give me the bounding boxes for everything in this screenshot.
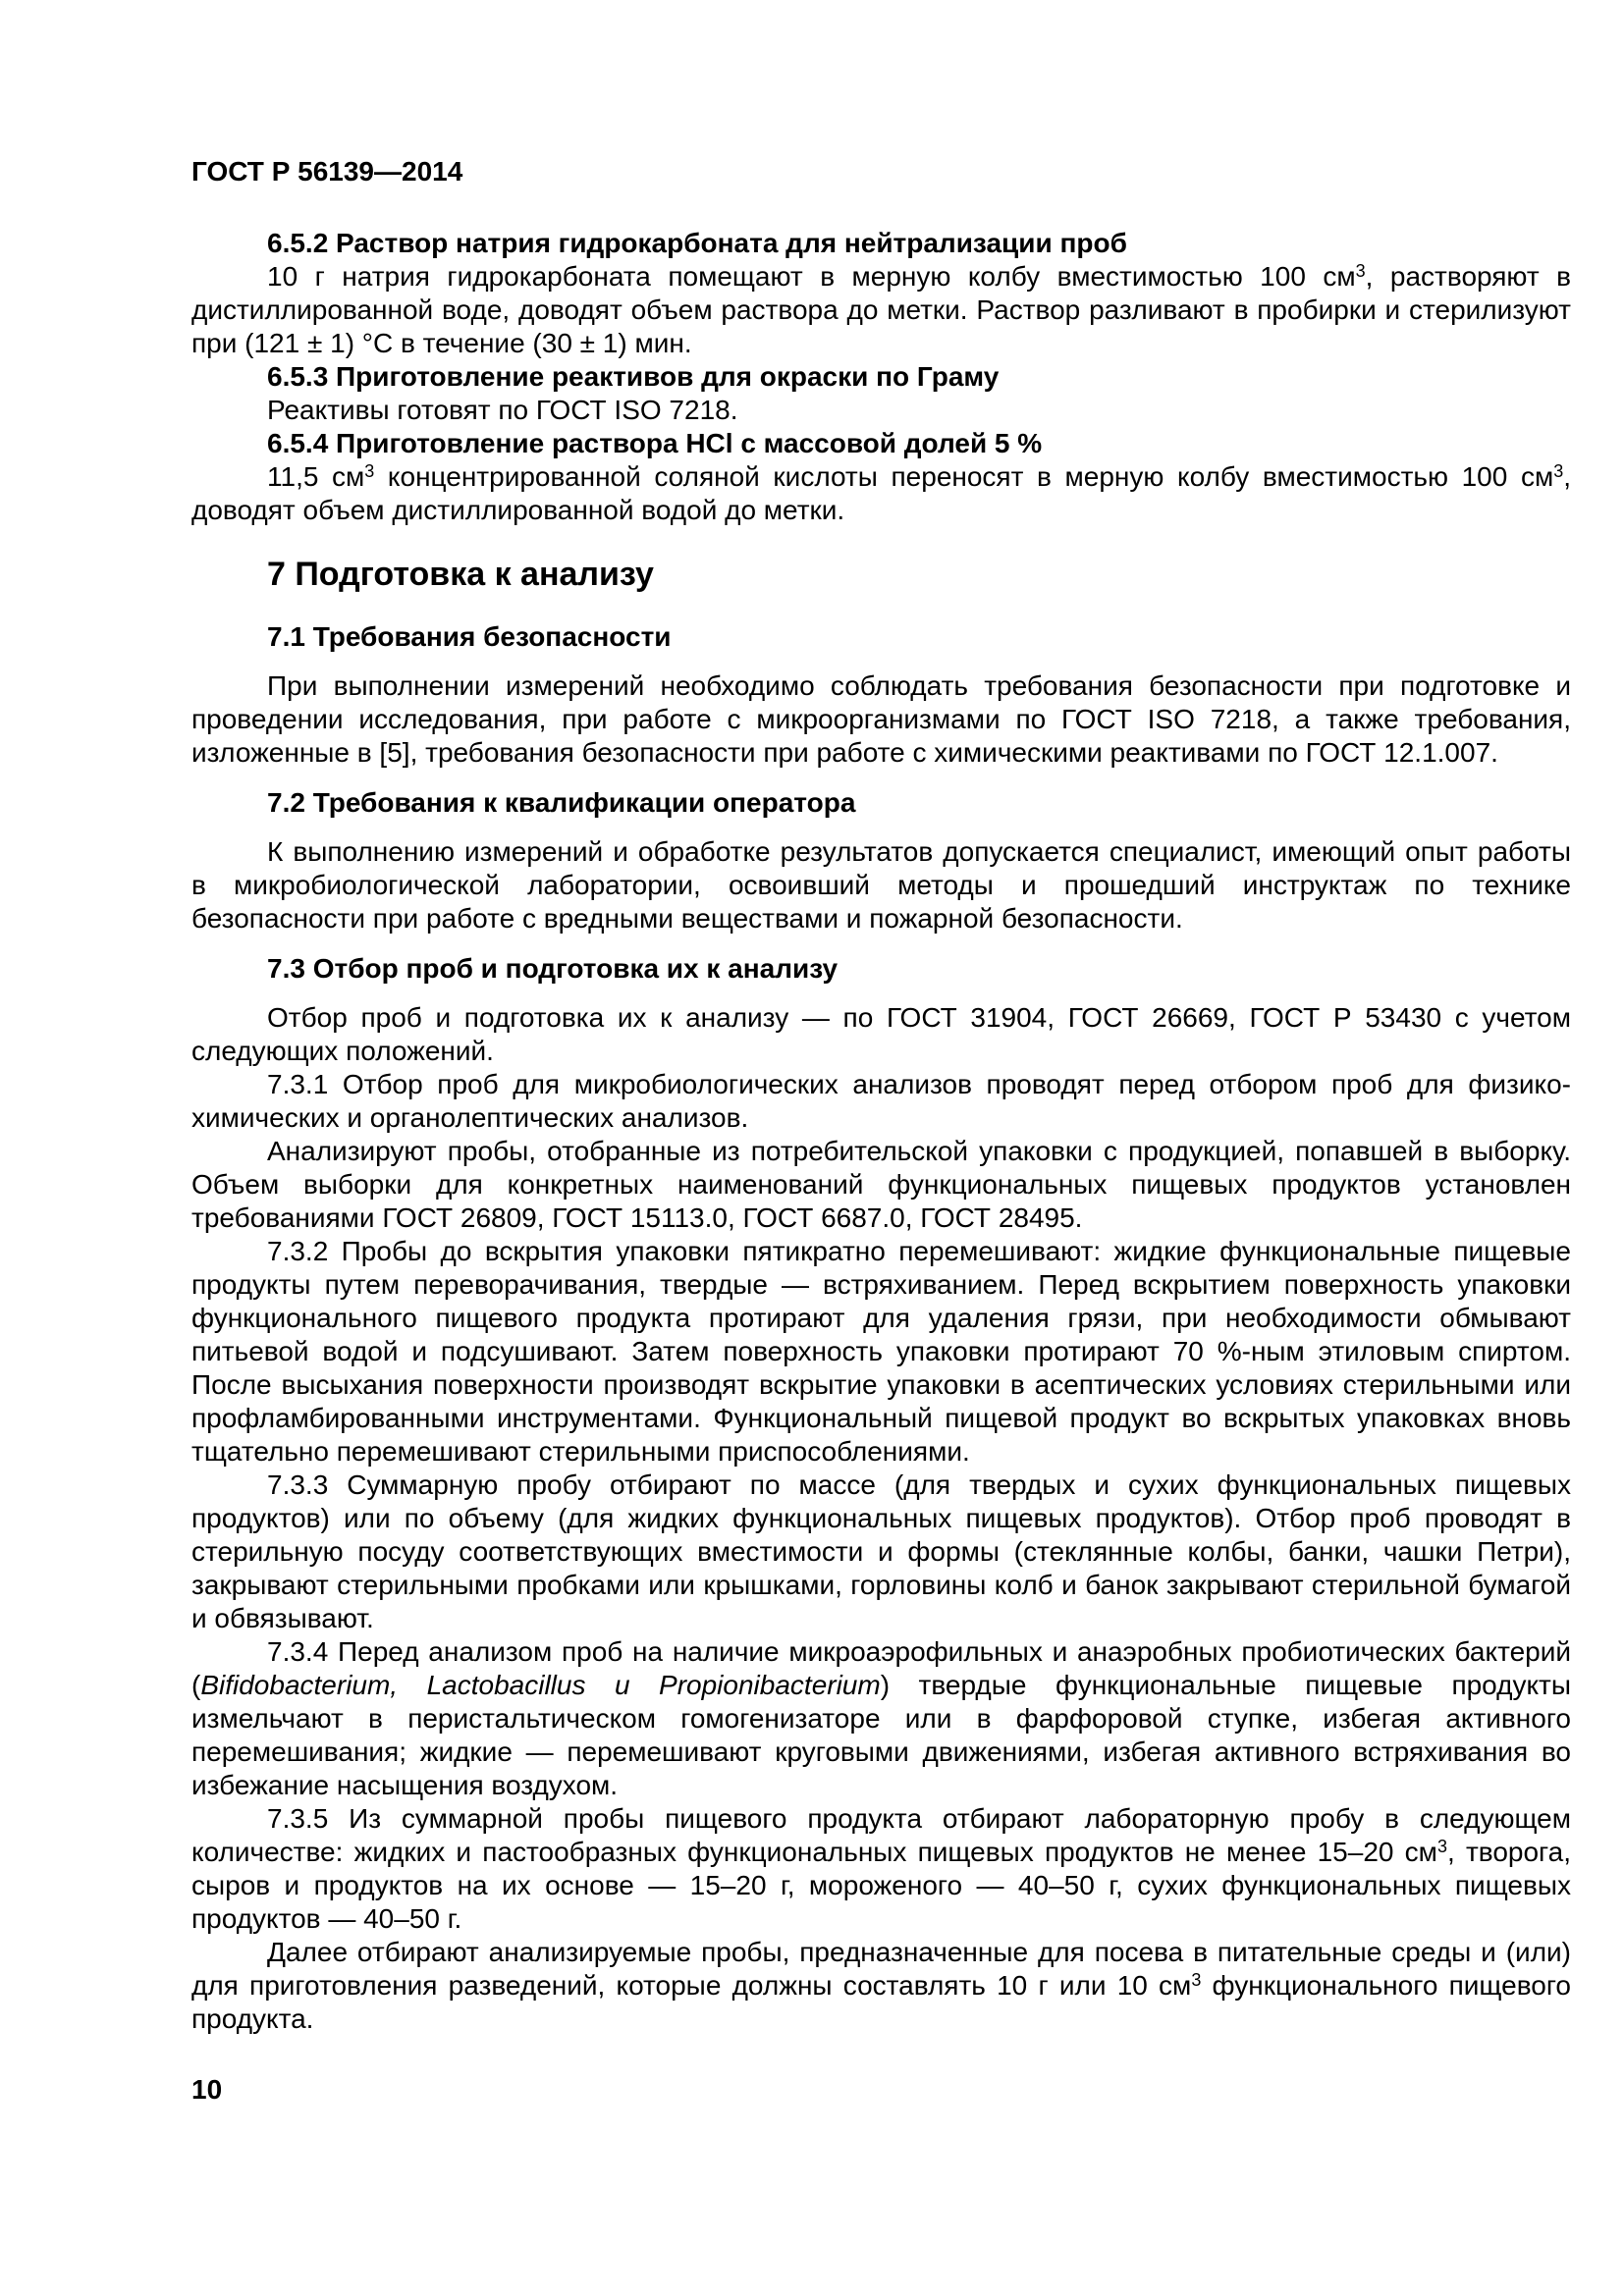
text-run: 10 г натрия гидрокарбоната помещают в мерную колбу вместимостью 100 см <box>267 261 1356 292</box>
text-run: Далее отбирают анализируемые пробы, предназначенные для посева в питательные среды и (или) для приготовления разведений, которые должны составлять 10 г или 10 см <box>191 1937 1571 2001</box>
text-run: 11,5 см <box>267 461 365 492</box>
text-run: функционального пищевого продукта. <box>191 1970 1572 2034</box>
heading-7-1: 7.1 Требования безопасности <box>267 621 672 652</box>
running-header: ГОСТ Р 56139—2014 <box>191 156 463 187</box>
text-run: 7.3.4 Перед анализом проб на наличие микроаэрофильных и анаэробных пробиотических бактерий ( <box>191 1636 1571 1700</box>
text-run: , доводят объем дистиллированной водой до метки. <box>191 461 1571 525</box>
heading-7-3: 7.3 Отбор проб и подготовка их к анализу <box>267 953 839 984</box>
paragraph-6-5-2 <box>191 260 1571 360</box>
paragraph-7-3-1: 7.3.1 Отбор проб для микробиологических анализов проводят перед отбором проб для физико-химических и органолептических анализов. <box>191 1069 1571 1133</box>
text-run: , творога, сыров и продуктов на их основе — 15–20 г, мороженого — 40–50 г, сухих функциональных пищевых продуктов — 40–50 г. <box>191 1837 1571 1934</box>
paragraph-7-1: При выполнении измерений необходимо соблюдать требования безопасности при подготовке и проведении исследования, при работе с микроорганизмами по ГОСТ ISO 7218, а также требования, изложенные в [5], требования безопасности при работе с химическими реактивами по ГОСТ 12.1.007. <box>191 670 1571 768</box>
latin-genus-names: Bifidobacterium, Lactobacillus и Propionibacterium <box>200 1670 881 1700</box>
heading-7-2: 7.2 Требования к квалификации оператора <box>267 787 856 818</box>
paragraph-7-3-final <box>191 1936 1571 2036</box>
text-run: ) твердые функциональные пищевые продукты измельчают в перистальтическом гомогенизаторе или в фарфоровой ступке, избегая активного перемешивания; жидкие — перемешивают круговыми движениями, избегая активного встряхивания во избежание насыщения воздухом. <box>191 1670 1571 1800</box>
page-content <box>191 155 1571 2036</box>
paragraph-6-5-4 <box>191 460 1571 527</box>
superscript-3: 3 <box>1355 261 1366 281</box>
heading-6-5-4: 6.5.4 Приготовление раствора HCl с массовой долей 5 % <box>267 428 1043 458</box>
paragraph-7-3-5 <box>191 1802 1571 1936</box>
text-run: 7.3.5 Из суммарной пробы пищевого продукта отбирают лабораторную пробу в следующем количестве: жидких и пастообразных функциональных пищевых продуктов не менее 15–20 см <box>191 1803 1571 1867</box>
paragraph-7-2: К выполнению измерений и обработке результатов допускается специалист, имеющий опыт работы в микробиологической лаборатории, освоивший методы и прошедший инструктаж по технике безопасности при работе с вредными веществами и пожарной безопасности. <box>191 836 1571 934</box>
heading-6-5-3: 6.5.3 Приготовление реактивов для окраски по Граму <box>267 361 1000 392</box>
paragraph-7-3-intro: Отбор проб и подготовка их к анализу — по ГОСТ 31904, ГОСТ 26669, ГОСТ Р 53430 с учетом следующих положений. <box>191 1002 1571 1066</box>
paragraph-7-3-2: 7.3.2 Пробы до вскрытия упаковки пятикратно перемешивают: жидкие функциональные пищевые продукты путем переворачивания, твердые — встряхиванием. Перед вскрытием поверхность упаковки функционального пищевого продукта протирают для удаления грязи, при необходимости обмывают питьевой водой и подсушивают. Затем поверхность упаковки протирают 70 %-ным этиловым спиртом. После высыхания поверхности производят вскрытие упаковки в асептических условиях стерильными или профламбированными инструментами. Функциональный пищевой продукт во вскрытых упаковках вновь тщательно перемешивают стерильными приспособлениями. <box>191 1236 1571 1467</box>
section-7-heading: 7 Подготовка к анализу <box>267 556 654 593</box>
paragraph-7-3-1-cont: Анализируют пробы, отобранные из потребительской упаковки с продукцией, попавшей в выборку. Объем выборки для конкретных наименований функциональных пищевых продуктов установлен требованиями ГОСТ 26809, ГОСТ 15113.0, ГОСТ 6687.0, ГОСТ 28495. <box>191 1136 1571 1233</box>
superscript-3: 3 <box>1553 461 1564 481</box>
text-run: , растворяют в дистиллированной воде, доводят объем раствора до метки. Раствор разливают в пробирки и стерилизуют при (121 ± 1) °С в течение (30 ± 1) мин. <box>191 261 1571 358</box>
paragraph-7-3-3: 7.3.3 Суммарную пробу отбирают по массе (для твердых и сухих функциональных пищевых продуктов) или по объему (для жидких функциональных пищевых продуктов). Отбор проб проводят в стерильную посуду соответствующих вместимости и формы (стеклянные колбы, банки, чашки Петри), закрывают стерильными пробками или крышками, горловины колб и банок закрывают стерильной бумагой и обвязывают. <box>191 1469 1571 1633</box>
superscript-3: 3 <box>1191 1970 1202 1990</box>
text-run: концентрированной соляной кислоты переносят в мерную колбу вместимостью 100 см <box>374 461 1554 492</box>
superscript-3: 3 <box>1436 1837 1447 1856</box>
page-number: 10 <box>191 2074 223 2105</box>
superscript-3: 3 <box>364 461 375 481</box>
paragraph-7-3-4 <box>191 1635 1571 1802</box>
paragraph-6-5-3: Реактивы готовят по ГОСТ ISO 7218. <box>267 395 738 425</box>
heading-6-5-2: 6.5.2 Раствор натрия гидрокарбоната для нейтрализации проб <box>267 228 1127 258</box>
